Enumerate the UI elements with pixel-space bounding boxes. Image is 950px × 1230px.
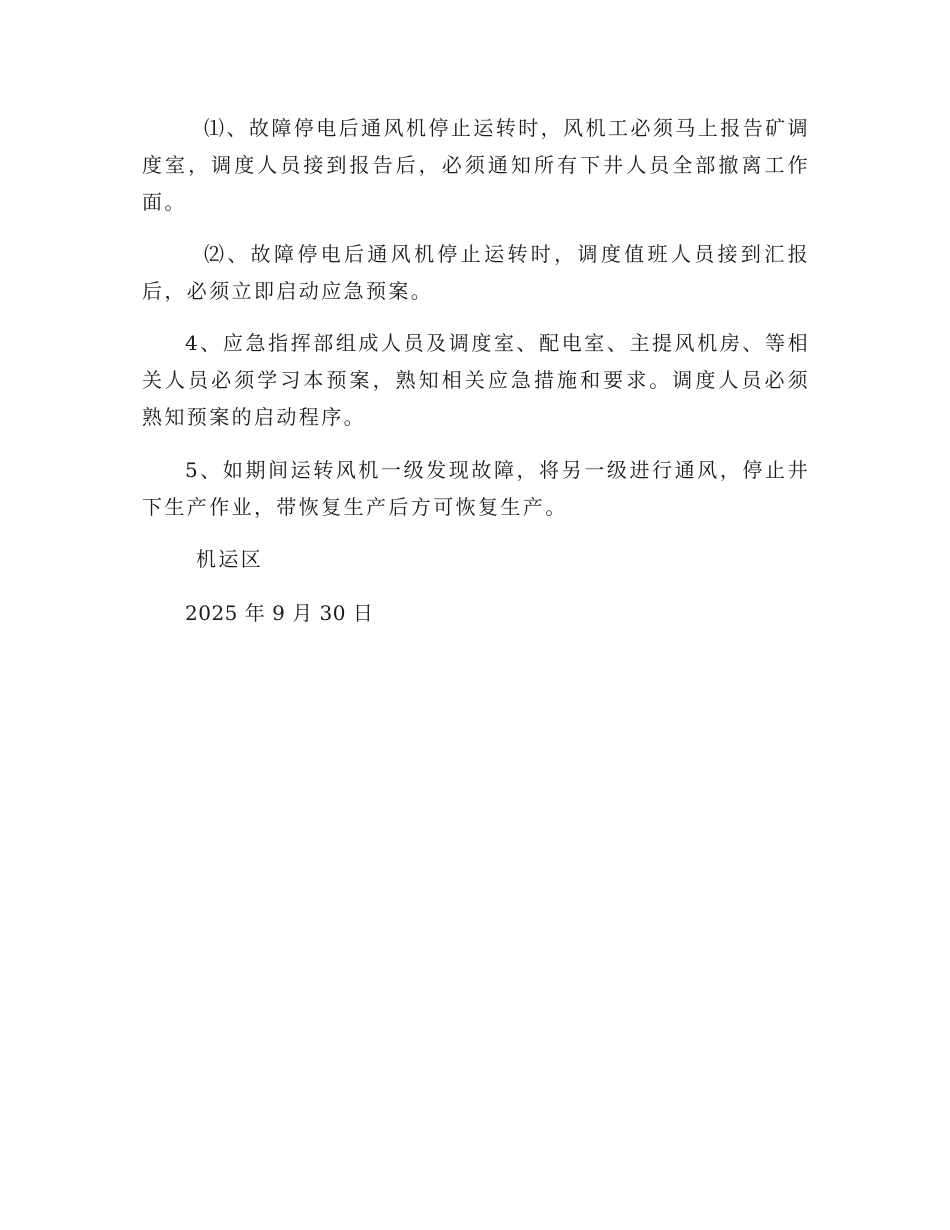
paragraph-4: 5、如期间运转风机一级发现故障，将另一级进行通风，停止井下生产作业，带恢复生产后方可恢复生产。 xyxy=(142,458,810,519)
paragraph-1: ⑴、故障停电后通风机停止运转时，风机工必须马上报告矿调度室，调度人员接到报告后，必须通知所有下井人员全部撤离工作面。 xyxy=(142,116,810,214)
paragraph-2: ⑵、故障停电后通风机停止运转时，调度值班人员接到汇报后，必须立即启动应急预案。 xyxy=(142,242,810,303)
signature-department: 机运区 xyxy=(196,547,264,571)
signature-date: 2025 年 9 月 30 日 xyxy=(185,601,374,625)
paragraph-3: 4、应急指挥部组成人员及调度室、配电室、主提风机房、等相关人员必须学习本预案，熟知相关应急措施和要求。调度人员必须熟知预案的启动程序。 xyxy=(142,331,810,429)
